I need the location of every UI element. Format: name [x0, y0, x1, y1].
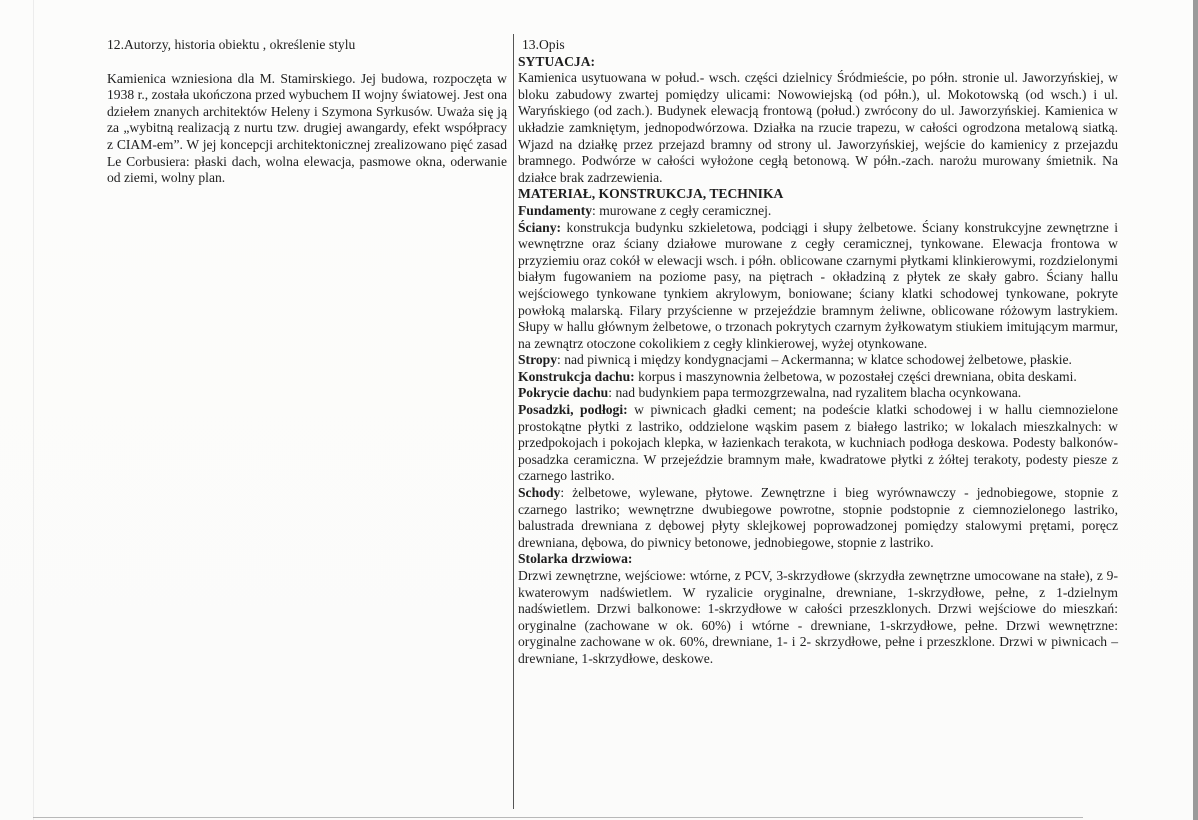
- material-item-stropy: [518, 352, 1118, 369]
- column-divider: [513, 34, 514, 809]
- item-label: Schody: [518, 485, 561, 501]
- table-bottom-border: [33, 817, 1083, 818]
- item-label: Stropy: [518, 352, 558, 368]
- material-item-pokrycie-dachu: [518, 385, 1118, 402]
- section-12-authors-history: [107, 37, 507, 187]
- sytuacja-body: Kamienica usytuowana w połud.- wsch. części dzielnicy Śródmieście, po półn. stronie ul. Jaworzyńskiej, w bloku zabudowy zwartej pomiędzy ulicami: Nowowiejską (od półn.), ul. Mokotowską (od wsch.) i ul. Waryńskiego (od zach.). Budynek elewacją frontową (połud.) zwrócony do ul. Jaworzyńskiej. Kamienica w układzie zamkniętym, jednopodwórzowa. Działka na rzucie trapezu, w całości ogrodzona metalową siatką. Wjazd na działkę przez przejazd bramny od strony ul. Jaworzyńskiej, wejście do kamienicy z przejazdu bramnego. Podwórze w całości wyłożone cegłą betonową. W półn.-zach. narożu murowany śmietnik. Na działce brak zadrzewienia.: [518, 70, 1118, 185]
- material-title: MATERIAŁ, KONSTRUKCJA, TECHNIKA: [518, 186, 784, 202]
- item-label: Fundamenty: [518, 202, 593, 218]
- material-item-konstrukcja-dachu: [518, 369, 1118, 386]
- item-text: w piwnicach gładki cement; na podeście klatki schodowej i w hallu ciemnozielone prostokątne płytki z lastriko, oddzielone wąskim pasem z białego lastriko; w lokalach mieszkalnych: w przedpokojach i pokojach klepka, w łazienkach terakota, w kuchniach podłoga deskowa. Podesty balkonów- posadzka ceramiczna. W przejeździe bramnym małe, kwadratowe płytki z żółtej terakoty, podesty piesze z czarnego lastriko.: [518, 402, 1118, 484]
- item-text: korpus i maszynownia żelbetowa, w pozostałej części drewniana, obita deskami.: [638, 368, 1077, 384]
- item-separator: :: [608, 385, 616, 401]
- sytuacja-title: SYTUACJA:: [518, 53, 596, 69]
- item-text: murowane z cegły ceramicznej.: [599, 202, 772, 218]
- stolarka-body: Drzwi zewnętrzne, wejściowe: wtórne, z PCV, 3-skrzydłowe (skrzydła zewnętrzne umocowane na stałe), z 9-kwaterowym nadświetlem. W ryzalicie oryginalne, drewniane, 1-skrzydłowe, pełne, z 1-dzielnym nadświetlem. Drzwi balkonowe: 1-skrzydłowe w całości przeszklonych. Drzwi wejściowe do mieszkań: oryginalne (zachowane w ok. 60%) i wtórne - drewniane, 1-skrzydłowe, pełne. Drzwi wewnętrzne: oryginalne zachowane w ok. 60%, drewniane, 1- i 2- skrzydłowe, pełne i przeszklone. Drzwi w piwnicach – drewniane, 1-skrzydłowe, deskowe.: [518, 568, 1118, 666]
- section-13-heading: 13.Opis: [522, 37, 565, 52]
- item-separator: :: [557, 352, 565, 368]
- item-separator: :: [592, 202, 600, 218]
- scan-edge-shadow: [1193, 0, 1198, 820]
- material-item-fundamenty: [518, 203, 1118, 220]
- material-item-schody: [518, 485, 1118, 551]
- section-12-body: Kamienica wzniesiona dla M. Stamirskiego. Jej budowa, rozpoczęta w 1938 r., została ukończona przed wybuchem II wojny światowej. Jest ona dziełem znanych architektów Heleny i Szymona Syrkusów. Uważa się ją za „wybitną realizacją z nurtu tzw. drugiej awangardy, efekt współpracy z CIAM-em”. W jej koncepcji architektonicznej zrealizowano pięć zasad Le Corbusiera: płaski dach, wolna elewacja, pasmowe okna, oderwanie od ziemi, wolny plan.: [107, 70, 507, 186]
- section-12-heading: 12.Autorzy, historia obiektu , określenie stylu: [107, 37, 356, 52]
- item-text: nad budynkiem papa termozgrzewalna, nad ryzalitem blacha ocynkowana.: [615, 385, 1022, 401]
- material-item-sciany: [518, 220, 1118, 353]
- item-label: Posadzki, podłogi:: [518, 402, 628, 418]
- page-left-margin-line: [33, 0, 34, 820]
- item-label: Konstrukcja dachu:: [518, 368, 635, 384]
- item-label: Ściany:: [518, 219, 562, 235]
- stolarka-title: Stolarka drzwiowa:: [518, 551, 633, 567]
- item-separator: :: [560, 485, 573, 501]
- material-item-posadzki: [518, 402, 1118, 485]
- item-text: nad piwnicą i między kondygnacjami – Ackermanna; w klatce schodowej żelbetowe, płaskie.: [564, 352, 1072, 368]
- section-13-description: [518, 37, 1118, 668]
- item-text: żelbetowe, wylewane, płytowe. Zewnętrzne i bieg wyrównawczy - jednobiegowe, stopnie z czarnego lastriko; wewnętrzne dwubiegowe powrotne, stopnie podstopnie z ciemnozielonego lastriko, balustrada drewniana z dębowej płyty sklejkowej poprowadzonej pomiędzy stalowymi prętami, poręcz drewniana, dębowa, do piwnicy betonowe, jednobiegowe, stopnie z lastriko.: [518, 485, 1118, 550]
- item-label: Pokrycie dachu: [518, 385, 609, 401]
- item-text: konstrukcja budynku szkieletowa, podciągi i słupy żelbetowe. Ściany konstrukcyjne zewnętrzne i wewnętrzne oraz ściany działowe murowane z cegły ceramicznej, tynkowane. Elewacja frontowa w przyziemiu oraz cokół w elewacji wsch. i półn. oblicowane czarnymi płytkami klinkierowymi, rozdzielonymi białym fugowaniem na poziome pasy, na piętrach - okładziną z płytek ze skały gabro. Ściany hallu wejściowego tynkowane tynkiem akrylowym, boniowane; ściany klatki schodowej tynkowane, pokryte powłoką malarską. Filary przyścienne w przejeździe bramnym żeliwne, oblicowane różowym lastrykiem. Słupy w hallu głównym żelbetowe, o trzonach pokrytych czarnym żyłkowatym stiukiem imitującym marmur, na zewnątrz otoczone cokolikiem z cegły klinkierowej, wyżej otynkowane.: [518, 219, 1118, 351]
